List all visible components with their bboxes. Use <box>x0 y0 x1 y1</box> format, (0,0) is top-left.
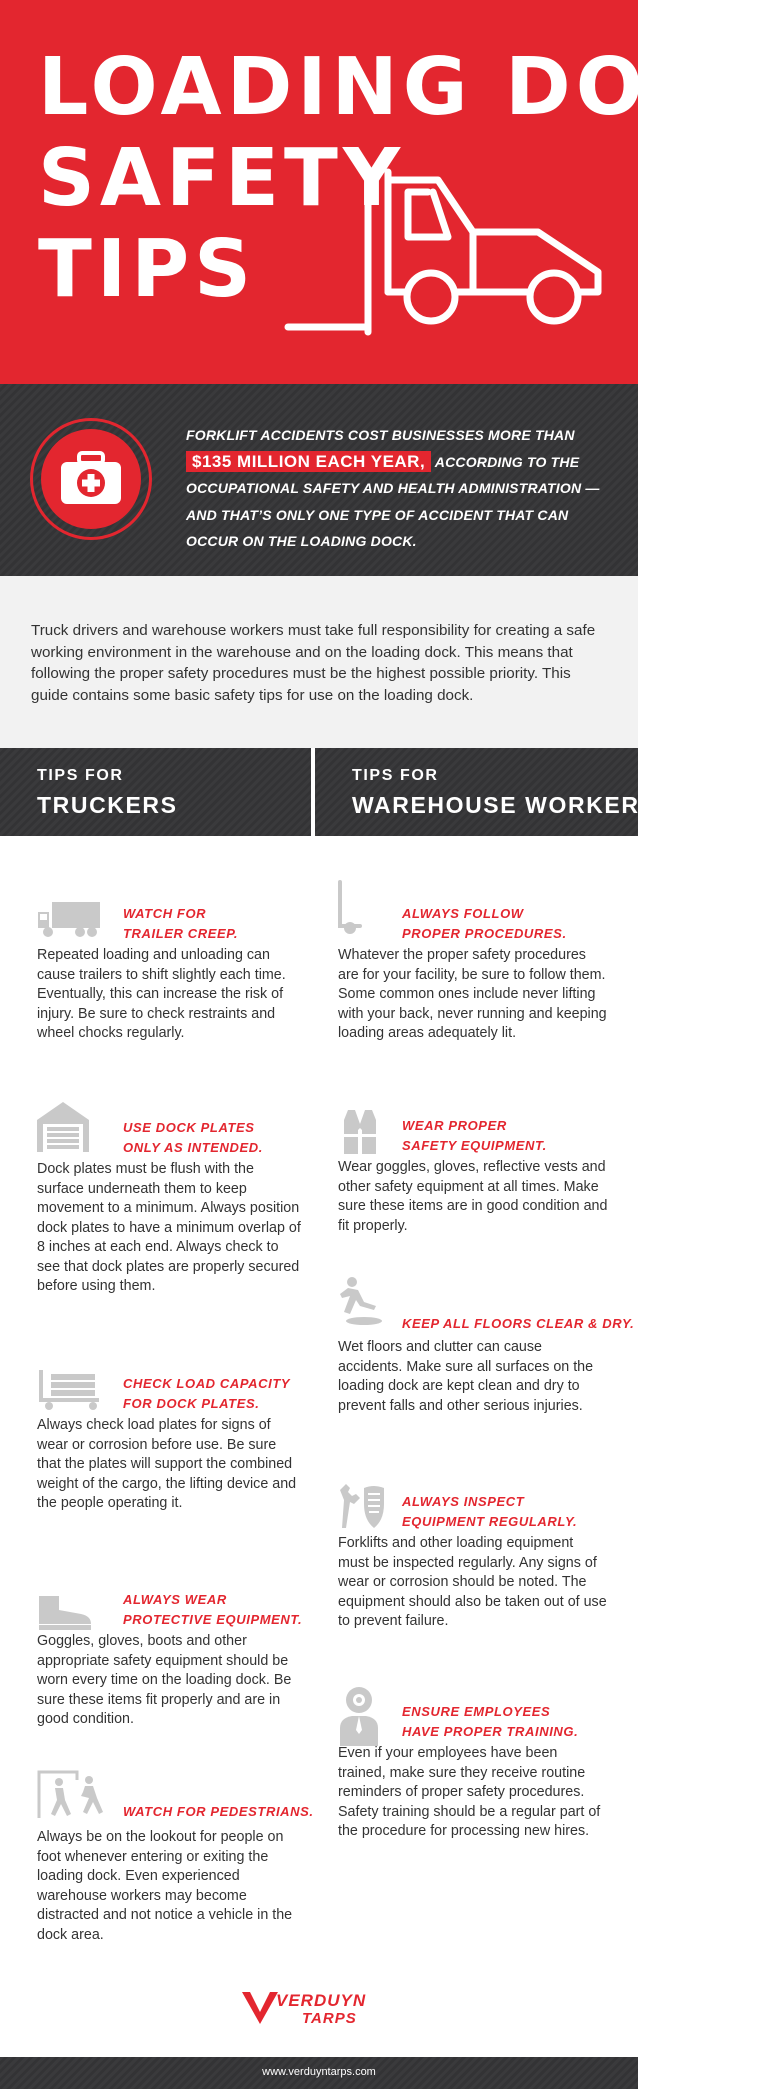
slip-fall-icon <box>338 1276 384 1326</box>
garage-door-icon <box>37 1102 89 1152</box>
hand-truck-icon <box>336 880 370 936</box>
verduyn-tarps-logo <box>240 1990 400 2026</box>
statistic-text: FORKLIFT ACCIDENTS COST BUSINESSES MORE THAN $135 MILLION EACH YEAR, ACCORDING TO THE OCCUPATIONAL SAFETY AND HEALTH ADMINISTRATION — AND THAT’S ONLY ONE TYPE OF ACCIDENT THAT CAN OCCUR ON THE LOADING DOCK. <box>186 427 600 549</box>
tip-body: Goggles, gloves, boots and other appropriate safety equipment should be worn every time on the loading dock. Be sure these items fit properly and are in good condition. <box>37 1633 292 1727</box>
svg-text:TARPS: TARPS <box>302 2010 357 2027</box>
pallet-cart-icon <box>37 1370 105 1410</box>
first-aid-badge <box>30 418 152 540</box>
trainer-gear-icon <box>338 1686 380 1746</box>
tip-body: Wear goggles, gloves, reflective vests and other safety equipment at all times. Make sure these items are in good condition and fit properly. <box>338 1159 608 1234</box>
footer-bar <box>0 2057 638 2089</box>
title-line-2: SAFETY <box>38 132 406 224</box>
truck-icon <box>36 900 102 940</box>
tip-body: Dock plates must be flush with the surface underneath them to keep movement to a minimum. Always position dock plates to have a minimum overlap of 8 inches at each end. Always check to see that dock plates are properly secured before using them. <box>37 1161 301 1294</box>
intro-section <box>0 576 638 748</box>
tip-body: Even if your employees have been trained, make sure they receive routine reminders of proper safety procedures. Safety training should be a regular part of the procedure for processing new hires. <box>338 1745 601 1839</box>
intro-paragraph: Truck drivers and warehouse workers must take full responsibility for creating a safe working environment in the warehouse and on the loading dock. This means that following the proper safety procedures must be the highest possible priority. This guide contains some basic safety tips for use on the loading dock. <box>31 622 596 704</box>
tip-body: Forklifts and other loading equipment must be inspected regularly. Any signs of wear or corrosion should be noted. The equipment should also be taken out of use to prevent failure. <box>338 1535 607 1629</box>
tip-body: Wet floors and clutter can cause accidents. Make sure all surfaces on the loading dock are kept clean and dry to prevent falls and other serious injuries. <box>338 1339 594 1414</box>
tools-shield-icon <box>338 1484 386 1528</box>
website-link[interactable]: www.verduyntarps.com <box>262 2066 376 2078</box>
hero-banner <box>0 0 777 384</box>
warehouse-header: TIPS FOR WAREHOUSE WORKERS <box>315 748 638 836</box>
tip-body: Always be on the lookout for people on foot whenever entering or exiting the loading dock. Even experienced warehouse workers may become distracted and not notice a vehicle in the dock area. <box>37 1829 293 1943</box>
tip-body: Always check load plates for signs of wear or corrosion before use. Be sure that the plates will support the combined weight of the cargo, the lifting device and the people operating it. <box>37 1417 297 1511</box>
tip-body: Repeated loading and unloading can cause trailers to shift slightly each time. Eventually, this can increase the risk of injury. Be sure to check restraints and wheel chocks regularly. <box>37 947 286 1041</box>
truckers-header: TIPS FOR TRUCKERS <box>0 748 311 836</box>
highlighted-figure: $135 MILLION EACH YEAR, <box>186 451 431 472</box>
tip-body: Whatever the proper safety procedures are for your facility, be sure to follow them. Some common ones include never lifting with your back, never running and keeping loading areas adequately lit. <box>338 947 607 1041</box>
title-line-3: TIPS <box>38 223 257 315</box>
infographic-page: LOADING DOCK SAFETY TIPS FORKLIFT ACCIDENTS COST BUSINESSES MORE THAN $135 MILLION EACH YEAR, ACCORDING TO THE OCCUPATIONAL SAFETY AND HEALTH ADMINISTRATION — AND THAT’S ONLY ONE TYPE OF ACCIDENT THAT CAN OCCUR ON THE LOADING DOCK. Truck drivers and warehouse workers must take full responsibility for creating a safe working environment in the warehouse and on the loading dock. This means that following the proper safety procedures must be the highest possible priority. This guide contains some basic safety tips for use on the loading dock. TIPS FOR TRUCKERS TIPS FOR WAREHOUSE WORKERS WATCH FOR TRAILER CREEP. Repeated loading and unloading can cause trailers to shift slightly each time. Eventually, this can increase the risk of injury. Be sure to check restraints and wheel chocks regularly. USE DOCK PLATES ONLY AS INTENDED. Dock plates must be flush with the surface underneath them to keep movement to a minimum. Always position dock plates to have a minimum overlap of 8 inches at each end. Always check to see that dock plates are properly secured before using them. CHECK LOAD CAPACITY FOR DOCK PLATES. Always check load plates for signs of wear or corrosion before use. Be sure that the plates will support the combined weight of the cargo, the lifting device and the people operating it. ALWAYS WEAR PROTECTIVE EQUIPMENT. Goggles, gloves, boots and other appropriate safety equipment should be worn every time on the loading dock. Be sure these items fit properly and are in good condition. WATCH FOR PEDESTRIANS. Always be on the lookout for people on foot whenever entering or exiting the loading dock. Even experienced warehouse workers may become distracted and not notice a vehicle in the dock area. ALWAYS FOLLOW PROPER PROCEDURES. Whatever the proper safety procedures are for your facility, be sure to follow them. Some common ones include never lifting with your back, never running and keeping loading areas adequately lit. WEAR PROPER SAFETY EQUIPMENT. Wear goggles, gloves, reflective vests and other safety equipment at all times. Make sure these items are in good condition and fit properly. KEEP ALL FLOORS CLEAR & DRY. Wet floors and clutter can cause accidents. Make sure all surfaces on the loading dock are kept clean and dry to prevent falls and other serious injuries. ALWAYS INSPECT EQUIPMENT REGULARLY. Forklifts and other loading equipment must be inspected regularly. Any signs of wear or corrosion should be noted. The equipment should also be taken out of use to prevent failure. ENSURE EMPLOYEES HAVE PROPER TRAINING. Even if your employees have been trained, make sure they receive routine reminders of proper safety procedures. Safety training should be a regular part of the procedure for processing new hires. VERDUYN TARPS www.verduyntarps.com <box>0 0 638 2089</box>
safety-vest-icon <box>340 1110 380 1154</box>
pedestrians-icon <box>37 1770 107 1820</box>
boot-icon <box>37 1596 93 1630</box>
forklift-icon <box>288 162 608 342</box>
svg-text:VERDUYN: VERDUYN <box>276 1991 367 2010</box>
title-line-1: LOADING DOCK <box>38 41 777 133</box>
first-aid-kit-icon <box>41 429 141 529</box>
statistic-banner <box>0 384 638 576</box>
